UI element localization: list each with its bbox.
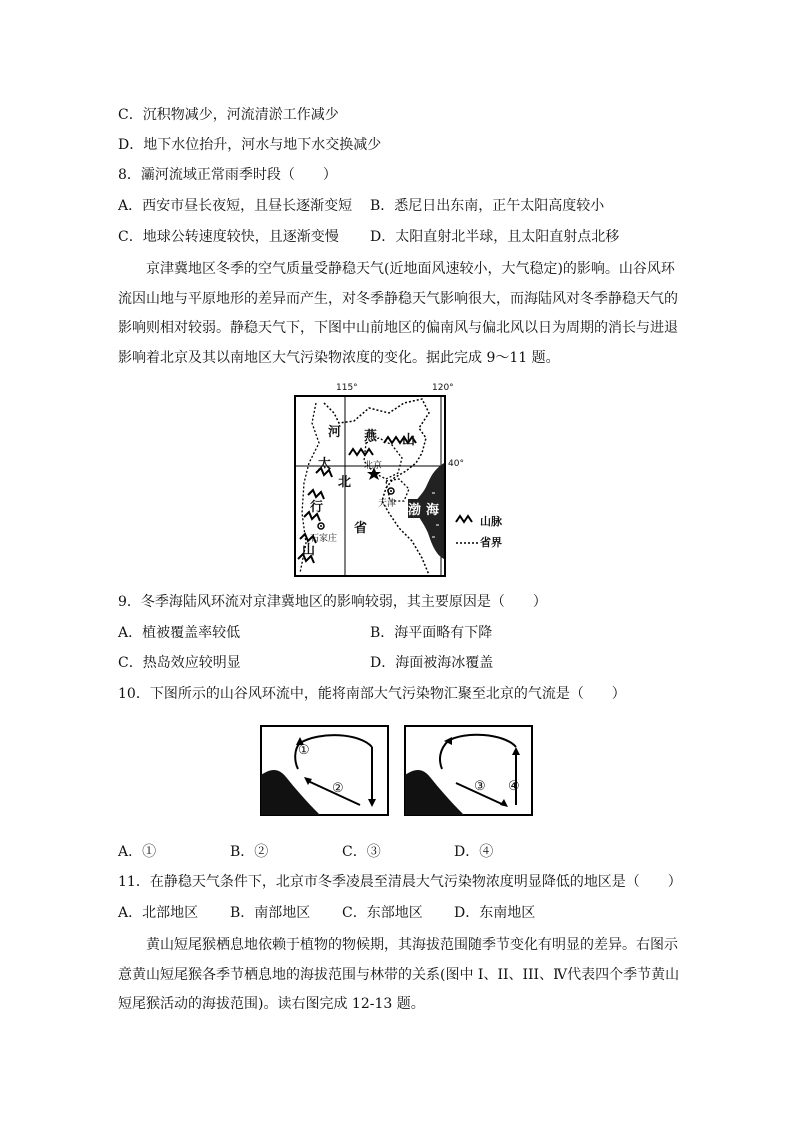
map-label-he: 河	[328, 425, 342, 440]
passage-1-line-3: 影响则相对较弱。静稳天气下，下图中山前地区的偏南风与偏北风以日为周期的消长与进退	[118, 320, 678, 336]
map-label-xing: 行	[310, 500, 324, 515]
q9-option-b: B．海平面略有下降	[370, 625, 493, 641]
q7-option-d: D．地下水位抬升，河水与地下水交换减少	[118, 137, 382, 153]
q11-option-a: A．北部地区	[118, 905, 199, 921]
q10-option-c: C．③	[342, 844, 381, 860]
q9-option-c: C．热岛效应较明显	[118, 655, 241, 671]
map-label-shan1: 山	[402, 433, 416, 448]
q11-stem: 11．在静稳天气条件下，北京市冬季凌晨至清晨大气污染物浓度明显降低的地区是（ ）	[118, 874, 682, 890]
q10-option-a: A．①	[118, 844, 157, 860]
map-label-shan2: 山	[302, 543, 316, 558]
passage-2-line-2: 意黄山短尾猴各季节栖息地的海拔范围与林带的关系(图中 I、II、III、Ⅳ代表四个季节黄山	[118, 966, 680, 983]
q11-option-c: C．东部地区	[342, 905, 423, 921]
passage-2	[118, 931, 684, 1020]
q10-stem: 10．下图所示的山谷风环流中，能将南部大气污染物汇聚至北京的气流是（ ）	[118, 686, 626, 702]
map-label-bo: 渤	[408, 499, 421, 518]
q11-option-b: B．南部地区	[230, 905, 311, 921]
label-4: ④	[508, 779, 520, 794]
map-label-beijing: 北京	[364, 461, 383, 471]
q8-option-a: A．西安市昼长夜短，且昼长逐渐变短	[118, 198, 353, 214]
circulation-diagram-left	[260, 725, 390, 817]
q10-option-d: D．④	[454, 844, 494, 860]
legend-border-label: 省界	[480, 536, 502, 549]
map-lon-120: 120°	[432, 383, 454, 393]
map-label-sheng: 省	[354, 521, 368, 536]
passage-1-line-4: 影响着北京及其以南地区大气污染物浓度的变化。据此完成 9～11 题。	[118, 349, 560, 366]
legend-mountain-label: 山脉	[480, 515, 502, 528]
map-figure	[294, 383, 514, 579]
q9-option-a: A．植被覆盖率较低	[118, 625, 241, 641]
passage-1-line-1: 京津冀地区冬季的空气质量受静稳天气(近地面风速较小，大气稳定)的影响。山谷风环	[146, 261, 675, 277]
q8-option-c: C．地球公转速度较快，且逐渐变慢	[118, 229, 339, 245]
map-label-shijiazhuang: 石家庄	[310, 534, 338, 544]
legend-mountain-icon	[456, 516, 472, 522]
passage-1-line-2: 流因山地与平原地形的差异而产生，对冬季静稳天气影响很大，而海陆风对冬季静稳天气的	[118, 290, 678, 307]
q9-option-d: D．海面被海冰覆盖	[370, 655, 494, 671]
map-label-tianjin: 天津	[378, 499, 397, 509]
circulation-diagram-right	[404, 725, 534, 817]
q7-option-c: C．沉积物减少，河流清淤工作减少	[118, 107, 339, 123]
passage-1	[118, 255, 684, 373]
label-1: ①	[298, 743, 310, 758]
map-lat-40: 40°	[448, 459, 464, 469]
q8-option-b: B．悉尼日出东南，正午太阳高度较小	[370, 198, 605, 214]
map-label-bei: 北	[338, 475, 352, 490]
map-label-tai: 太	[318, 457, 332, 472]
map-label-hai: 海	[426, 499, 439, 518]
q11-option-d: D．东南地区	[454, 905, 536, 921]
map-label-yan: 燕	[364, 429, 378, 444]
passage-2-line-3: 短尾猴活动的海拔范围)。读右图完成 12-13 题。	[118, 996, 425, 1012]
label-2: ②	[332, 781, 344, 796]
q10-option-b: B．②	[230, 844, 269, 860]
q8-stem: 8．灞河流域正常雨季时段（ ）	[118, 167, 337, 183]
map-lon-115: 115°	[336, 383, 358, 393]
q9-stem: 9．冬季海陆风环流对京津冀地区的影响较弱，其主要原因是（ ）	[118, 594, 547, 610]
label-3: ③	[474, 779, 486, 794]
q8-option-d: D．太阳直射北半球，且太阳直射点北移	[370, 229, 620, 245]
passage-2-line-1: 黄山短尾猴栖息地依赖于植物的物候期，其海拔范围随季节变化有明显的差异。右图示	[146, 937, 678, 953]
